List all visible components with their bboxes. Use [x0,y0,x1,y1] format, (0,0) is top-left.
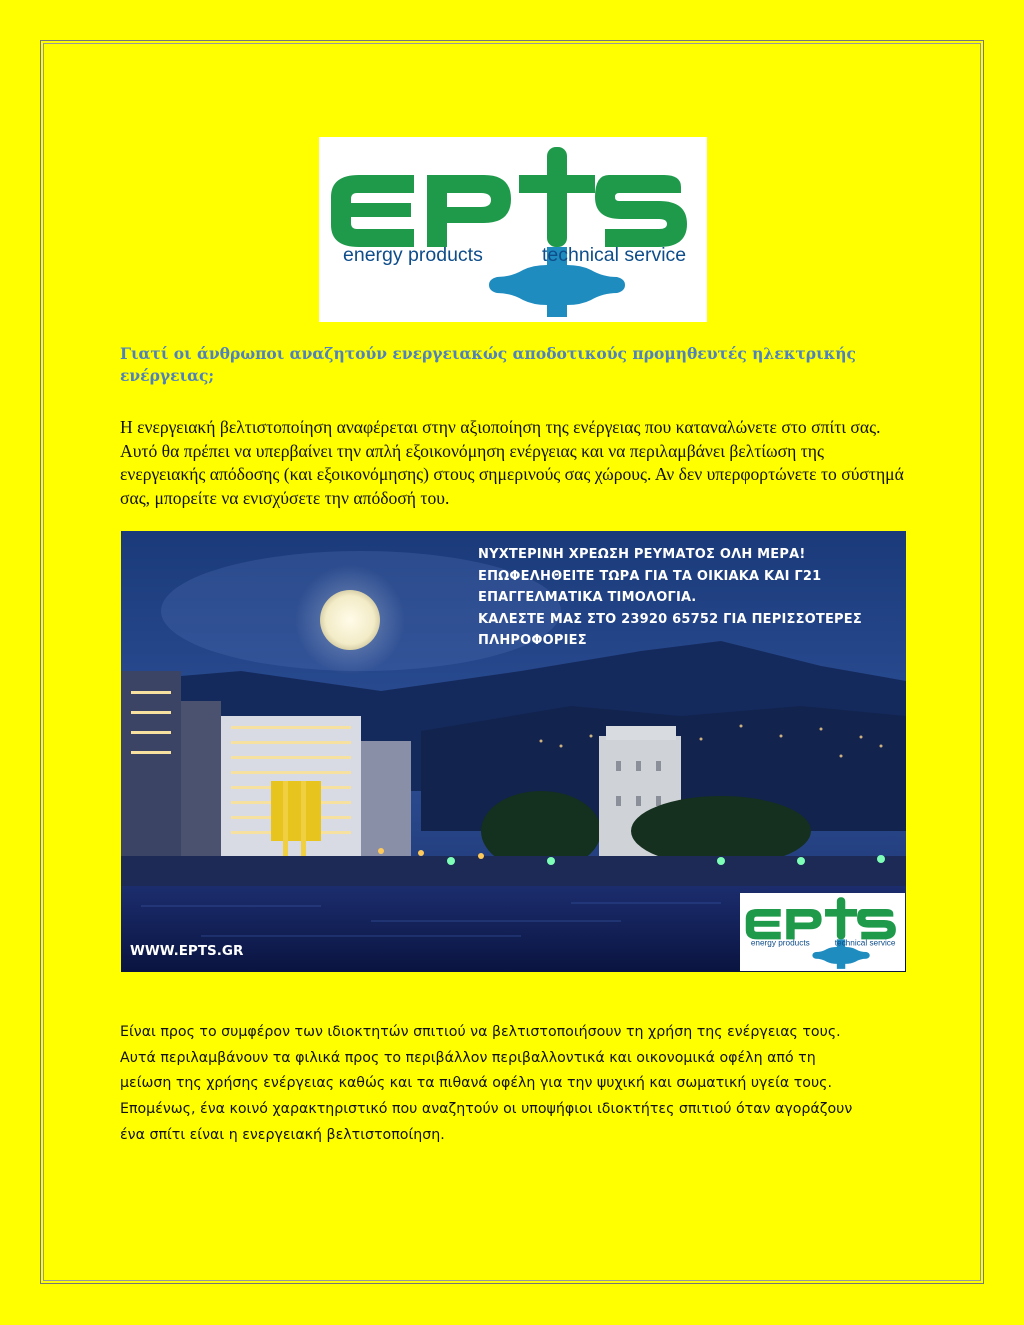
body-line: Είναι προς το συμφέρον των ιδιοκτητών σπιτιού να βελτιστοποιήσουν τη χρήση της ενέργειας τους. [120,1024,841,1040]
promo-line: ΕΠΩΦΕΛΗΘΕΙΤΕ ΤΩΡΑ ΓΙΑ ΤΑ ΟΙΚΙΑΚΑ ΚΑΙ Γ21 [478,568,822,584]
body-line: Αυτά περιλαμβάνουν τα φιλικά προς το περιβάλλον περιβαλλοντικά και οικονομικά οφέλη από τη [120,1049,816,1066]
mini-tagline-left: energy products [750,938,810,948]
epts-logo-graphic [319,137,707,322]
mini-tagline-right: technical service [834,938,896,948]
promo-line: ΚΑΛΕΣΤΕ ΜΑΣ ΣΤΟ 23920 65752 ΓΙΑ ΠΕΡΙΣΣΟΤΕΡΕΣ [478,611,862,627]
body-line: ένα σπίτι είναι η ενεργειακή βελτιστοποίηση. [120,1126,445,1143]
tagline-left: energy products [343,244,483,266]
banner-epts-logo [740,893,905,971]
promo-line: ΕΠΑΓΓΕΛΜΑΤΙΚΑ ΤΙΜΟΛΟΓΙΑ. [478,590,697,605]
promo-line: ΠΛΗΡΟΦΟΡΙΕΣ [478,633,587,648]
promo-banner-image [121,531,906,972]
body-paragraph [120,1020,920,1149]
body-line: Επομένως, ένα κοινό χαρακτηριστικό που αναζητούν οι υποψήφιοι ιδιοκτήτες σπιτιού όταν αγοράζουν [120,1101,853,1118]
tagline-right: technical service [542,244,687,266]
epts-logo [319,137,707,322]
banner-logo-graphic [740,893,905,971]
moon-icon [320,590,380,650]
website-url: WWW.EPTS.GR [130,943,244,959]
page-heading: Γιατί οι άνθρωποι αναζητούν ενεργειακώς αποδοτικούς προμηθευτές ηλεκτρικής ενέργειας; [120,344,856,385]
promo-text [478,544,898,652]
body-line: μείωση της χρήσης ενέργειας καθώς και τα πιθανά οφέλη για την ψυχική και σωματική υγεία τους. [120,1075,833,1092]
intro-paragraph: Η ενεργειακή βελτιστοποίηση αναφέρεται στην αξιοποίηση της ενέργειας που καταναλώνετε στο σπίτι σας. Αυτό θα πρέπει να υπερβαίνει την απλή εξοικονόμηση ενέργειας και να περιλαμβάνει βελτίωση της ενεργειακής απόδοσης (και εξοικονόμησης) στους σημερινούς σας χώρους. Αν δεν υπερφορτώνετε το σύστημά σας, μπορείτε να ενισχύσετε την απόδοσή του. [120,417,904,508]
promo-line: ΝΥΧΤΕΡΙΝΗ ΧΡΕΩΣΗ ΡΕΥΜΑΤΟΣ ΟΛΗ ΜΕΡΑ! [478,547,806,562]
